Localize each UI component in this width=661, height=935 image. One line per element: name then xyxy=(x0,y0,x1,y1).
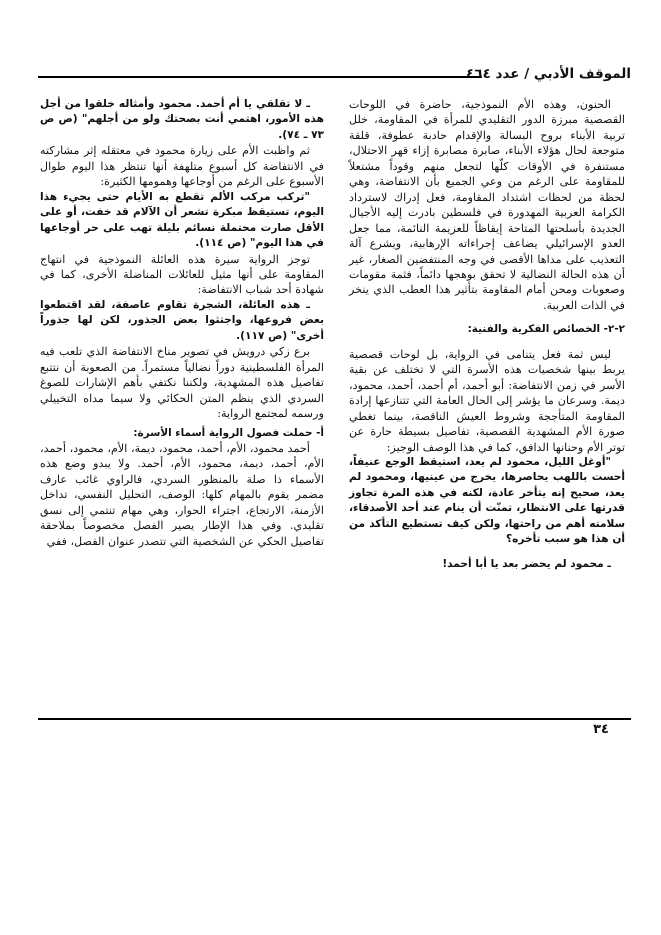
left-column xyxy=(40,97,324,549)
paragraph: ليس ثمة فعل يتنامى في الرواية، بل لوحات قصصية يربط بينها شخصيات هذه الأسرة التي لا تختلف عن بقية الأسر في زمن الانتفاضة: أبو أحمد، أم أحمد، أحمد، محمود، ديمة. وسرعان ما يؤشر إلى الحال العامة التي تتنازعها إرادة المقاومة المتأججة وشروط العيش الناقصة، بينما تغطي صورة الأم المشهدية القصصية، تفاصيل بسيطة حارة عن توتر الأم وحنانها الدافق، كما في هذا الوصف الوجيز: xyxy=(349,347,625,454)
section-heading: أ- حملت فصول الرواية أسماء الأسرة: xyxy=(133,426,324,439)
paragraph: الحنون، وهذه الأم النموذجية، حاضرة في اللوحات القصصية مبرزة الدور التقليدي للمرأة في المقاومة، خلل تربية الأبناء بروح البسالة والإقدام حادبة عطوفة، قلقة متوجعة لحال هؤلاء الأبناء، صابرة مصابرة إزاء قهر الاحتلال، مستنفرة في الأوقات كلّها لتجعل منهم وقوداً مشتعلاً للمقاومة على الرغم من وعي الجميع بأن الانتفاضة، وهي لحظة من لحظات اشتداد المقاومة، فعل إدراك لاسترداد الكرامة العربية المهدورة في فلسطين بادرت إليه الأجيال الجديدة بأسلحتها المتاحة إيقاظاً للعزيمة النائمة، مما جعل العدو الإسرائيلي يضاعف إجراءاته الإرهابية، ويشرع آلة التعذيب على مداها الأقصى في وجه المنتفضين الصغار، غير أن هذه الحالة النضالية لا تحقق بوهجها دائماً، فثمة مقومات وصعوبات ومحن أمام المقاومة بتأثير هذا العطب الذي ينخر في الذات العربية. xyxy=(349,98,625,312)
paragraph: توجز الرواية سيرة هذه العائلة النموذجية في انتهاج المقاومة على أنها مثيل للعائلات المناضلة الأخرى، كما في شهادة أحد شباب الانتفاضة: xyxy=(40,252,324,297)
block-quote: "أوغل الليل، محمود لم يعد، استيقظ الوجع عنيفاً، أحست باللهب يحاصرها، يخرج من عينيها، ومحمود لم يعد، صحيح إنه يتأخر عادة، لكنه في هذه المرة تجاوز قدرتها على الانتظار، تمنّت أن ينام عند أحد الأصدقاء، سلامته أهم من راحتها، ولكن كيف تستطيع التأكد من أن هذا هو سبب تأخره؟ xyxy=(349,455,625,546)
dialogue-line: ـ محمود لم يحضر بعد يا أبا أحمد! xyxy=(442,557,611,570)
right-column xyxy=(349,97,625,572)
block-quote: ـ هذه العائلة، الشجرة تقاوم عاصفة، لقد اقتطعوا بعض فروعها، واجتثوا بعض الجذور، لكن لها جذوراً أخرى" (ص ١١٧). xyxy=(40,298,324,342)
block-quote: "تركب مركب الألم تقطع به الأيام حتى يجيء هذا اليوم، تستيقظ مبكرة تشعر أن الآلام قد خفت، أو على الأقل صارت محتملة نسائم بليلة تهب على حر أوجاعها في هذا اليوم" (ص ١١٤). xyxy=(40,190,324,250)
header-rule xyxy=(38,76,481,78)
block-quote: ـ لا تقلقي يا أم أحمد. محمود وأمثاله خلقوا من أجل هذه الأمور، اهتمي أنت بصحتك ولو من أجلهم" (ص ص ٧٣ ـ ٧٤). xyxy=(40,98,324,141)
page-header xyxy=(38,66,631,88)
paragraph: ثم واظبت الأم على زيارة محمود في معتقله إثر مشاركته في الانتفاضة كل أسبوع متلهفة أنها تنتظر هذا اليوم طوال الأسبوع على الرغم من أوجاعها وهمومها الكثيرة: xyxy=(40,144,324,189)
journal-title: الموقف الأدبي / عدد ٤٦٤ xyxy=(466,66,631,82)
page-number: ٣٤ xyxy=(593,722,609,737)
paragraph: أحمد محمود، الأم، أحمد، محمود، ديمة، الأم، محمود، أحمد، الأم، أحمد، ديمة، محمود، الأم، أحمد. ولا يبدو وضع هذه الأسماء ذا صلة بالمنظور السردي، فالراوي غائب عارف مضمر يقوم بالمهام كلها: الوصف، التحليل النفسي، تداخل الأزمنة، الارتجاع، اجتراء الحوار، وهي مهام تنتمي إلى نسق تقليدي. وفي هذا الإطار يصير الفصل مخصوصاً بملاحقة تفاصيل الحكي عن الشخصية التي تتصدر عنوان الفصل، ففي xyxy=(40,441,324,548)
paragraph: برع زكي درويش في تصوير مناخ الانتفاضة الذي تلعب فيه المرأة الفلسطينية دوراً نضالياً مستمراً. من الصعوبة أن نتتبع تفاصيل هذه المشهدية، ولكننا نكتفي بأهم الإشارات للصوغ السردي الذي ينظم المتن الحكائي ولا سيما مداه التخييلي ورسمه لمجتمع الرواية: xyxy=(40,345,324,421)
section-heading: ٢-٢- الخصائص الفكرية والفنية: xyxy=(467,323,625,336)
footer-rule xyxy=(38,718,631,720)
